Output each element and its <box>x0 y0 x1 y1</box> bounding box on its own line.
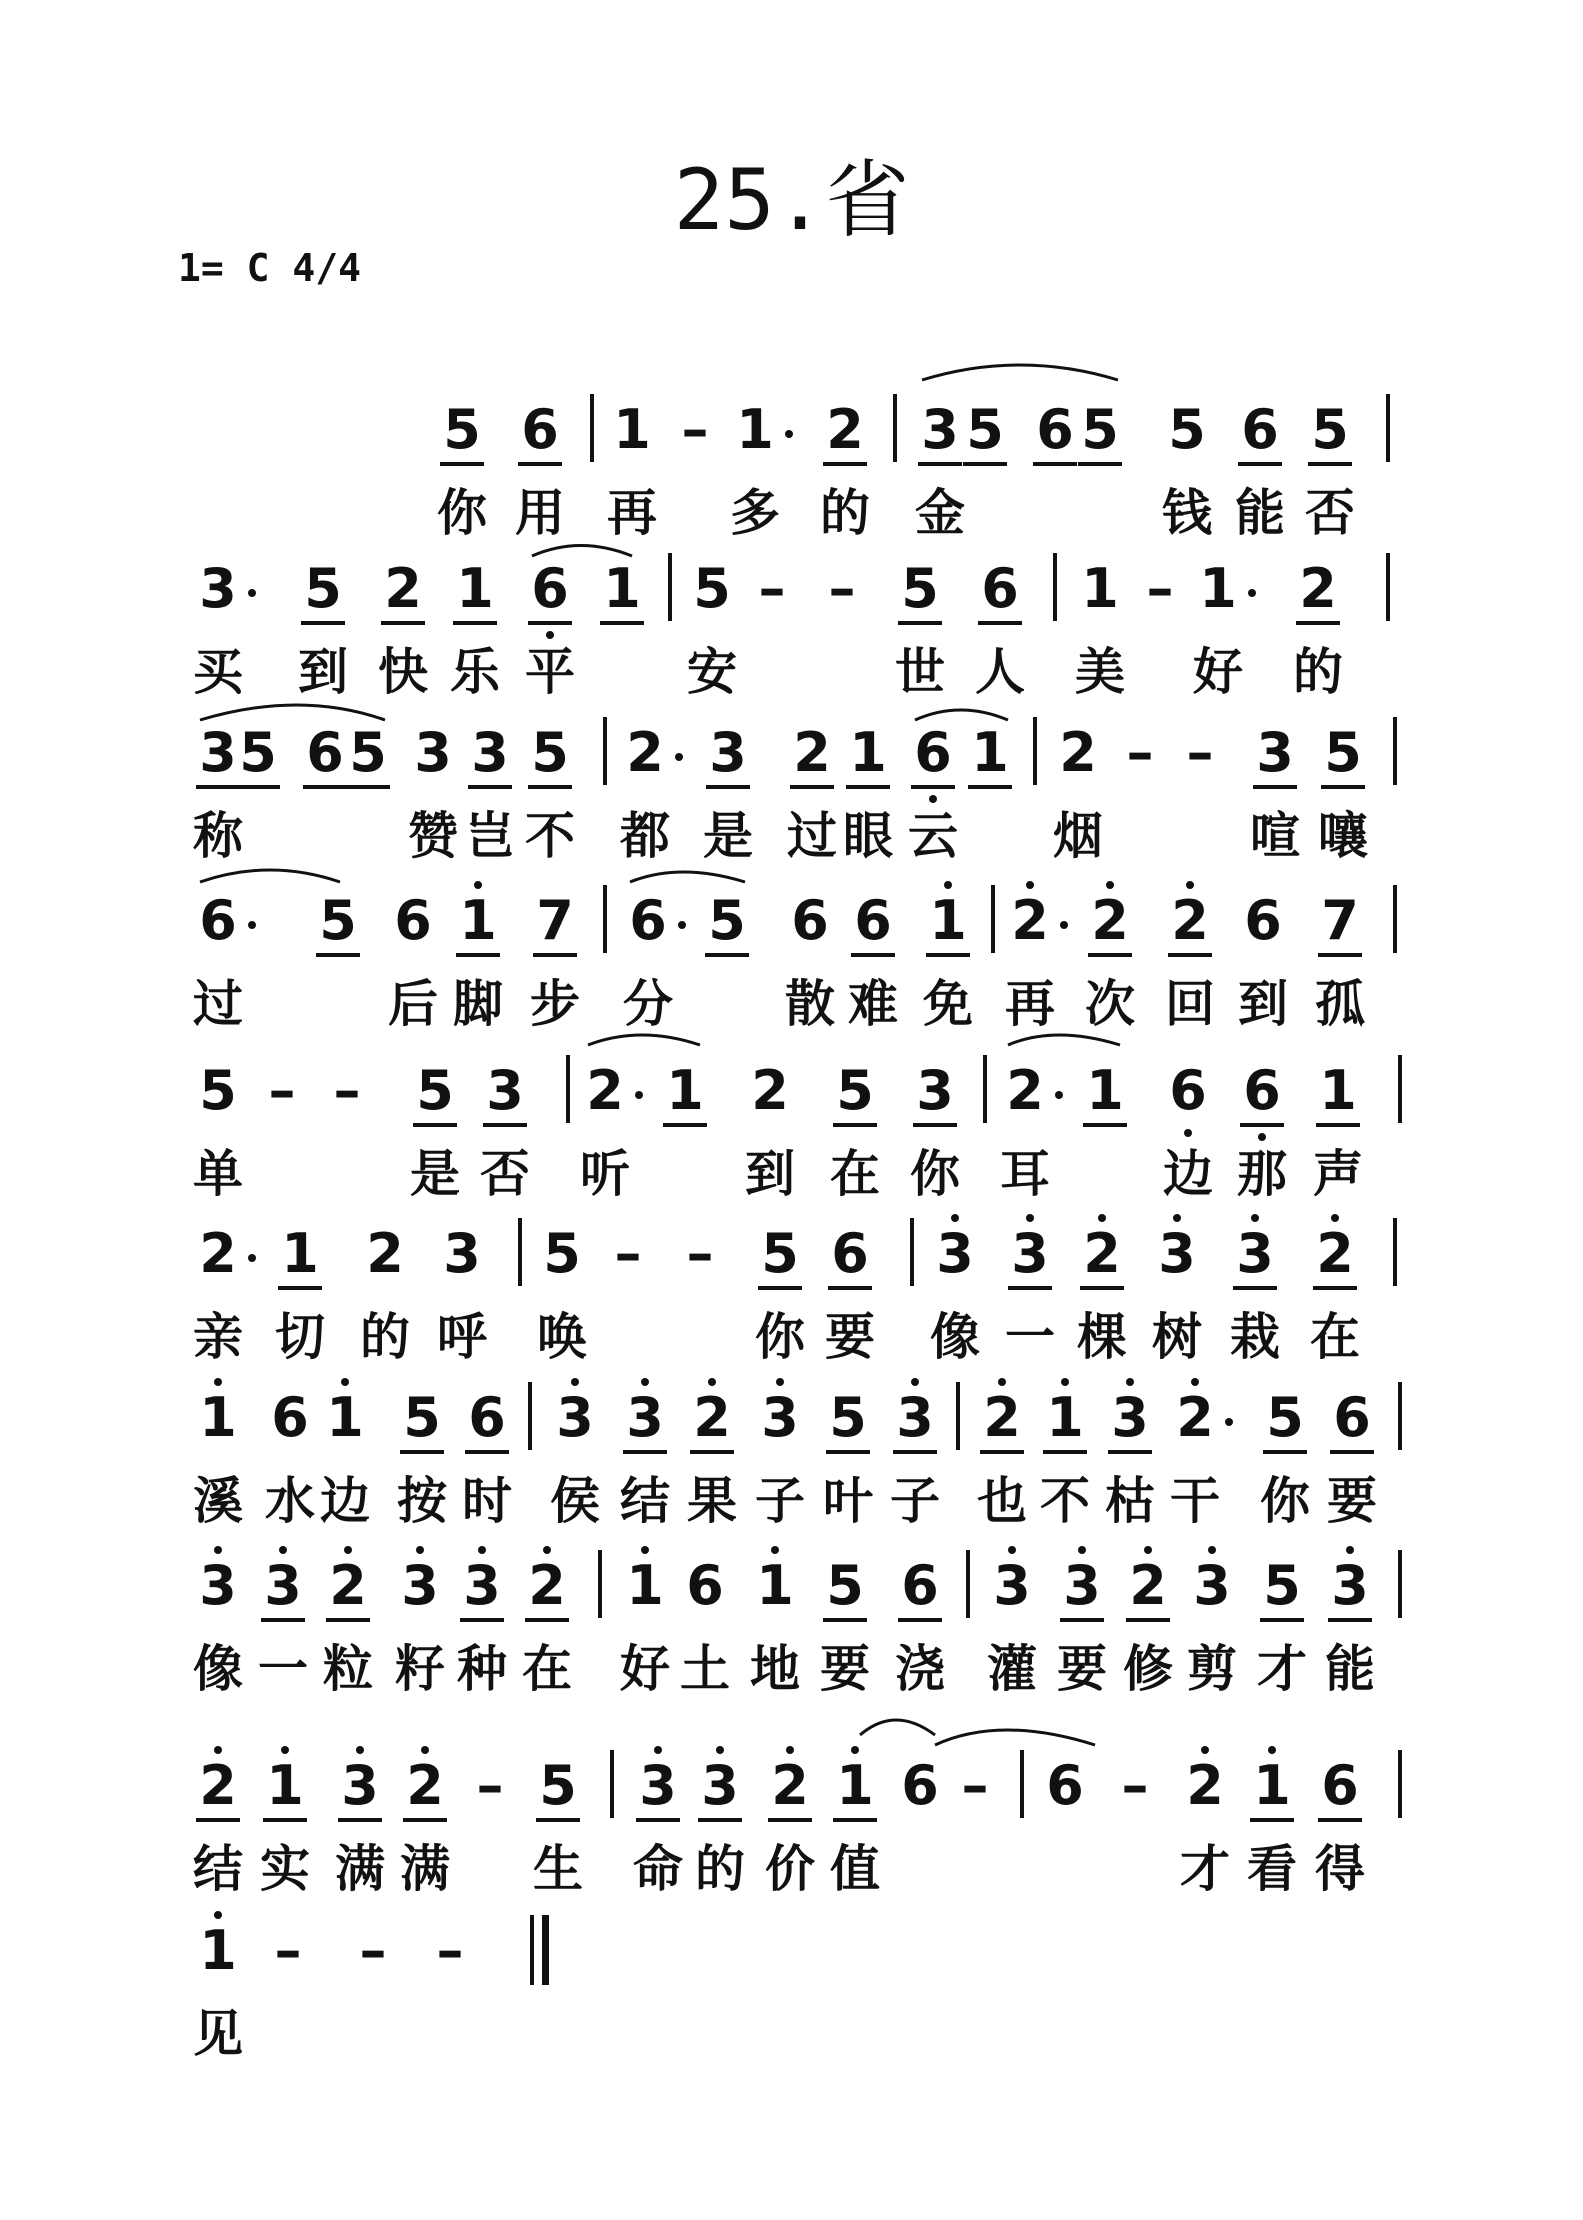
note: 1 <box>1319 1059 1357 1122</box>
lyric-char: 人 <box>975 643 1025 701</box>
note: 3 <box>1011 1222 1049 1285</box>
slur <box>200 870 340 882</box>
note: 1 <box>756 1554 794 1617</box>
note: 2 <box>586 1059 624 1122</box>
note: 1 <box>1046 1386 1084 1449</box>
lyric-char: 再 <box>1005 975 1055 1033</box>
lyric-char: 嚷 <box>1318 807 1368 865</box>
lyric-char: 多 <box>730 484 780 542</box>
lyric-char: 在 <box>1310 1308 1360 1366</box>
lyric-char: 你 <box>1260 1472 1310 1530</box>
note: 2 <box>1129 1554 1167 1617</box>
lyric-char: 才 <box>1257 1640 1307 1698</box>
key-signature: 1= C 4/4 <box>178 246 362 290</box>
dash-extension: – <box>614 1222 642 1285</box>
lyric-char: 你 <box>437 484 487 542</box>
note: 6 <box>1333 1386 1371 1449</box>
lyric-char: 世 <box>895 643 945 701</box>
note: 2 <box>771 1754 809 1817</box>
lyric-char: 到 <box>298 643 348 701</box>
lyric-char: 散 <box>785 975 835 1033</box>
dash-extension: – <box>1186 721 1214 784</box>
note: 3 <box>199 1554 237 1617</box>
note: 6 <box>394 889 432 952</box>
lyric-char: 安 <box>687 643 737 701</box>
note: 5 <box>319 889 357 952</box>
lyric-char: 听 <box>580 1145 630 1203</box>
note: 5 <box>539 1754 577 1817</box>
dash-extension: – <box>828 557 856 620</box>
note: 3 <box>916 1059 954 1122</box>
lyric-char: 干 <box>1170 1472 1220 1530</box>
lyric-char: 金 <box>915 484 965 542</box>
lyric-char: 用 <box>515 484 565 542</box>
lyric-char: 好 <box>1193 643 1243 701</box>
note: 5 <box>1311 398 1349 461</box>
note: 5 <box>761 1222 799 1285</box>
note: 1 <box>849 721 887 784</box>
dash-extension: – <box>686 1222 714 1285</box>
note: 1 <box>603 557 641 620</box>
note: 5 <box>416 1059 454 1122</box>
lyric-char: 声 <box>1313 1145 1363 1203</box>
note: 5 <box>304 557 342 620</box>
note: 6 <box>531 557 569 620</box>
note: 6 <box>629 889 667 952</box>
lyric-char: 地 <box>750 1640 800 1698</box>
lyric-char: 土 <box>680 1640 730 1698</box>
slur <box>200 705 385 720</box>
note: 1 <box>736 398 774 461</box>
note: 1 <box>456 557 494 620</box>
lyric-char: 要 <box>820 1640 870 1698</box>
lyric-char: 满 <box>400 1840 450 1898</box>
note: 6 <box>686 1554 724 1617</box>
slur <box>1008 1035 1120 1045</box>
lyric-char: 耳 <box>1000 1145 1050 1203</box>
note: 5 <box>708 889 746 952</box>
slur <box>935 1730 1095 1745</box>
note: 2 <box>199 1754 237 1817</box>
slur <box>922 365 1118 380</box>
note: 6 <box>521 398 559 461</box>
lyric-char: 溪 <box>193 1472 243 1530</box>
note: 1 <box>666 1059 704 1122</box>
note: 2 <box>1083 1222 1121 1285</box>
note: 3 <box>341 1754 379 1817</box>
note: 3 <box>1063 1554 1101 1617</box>
lyric-char: 岂 <box>465 807 515 865</box>
lyric-char: 烟 <box>1053 807 1103 865</box>
dash-extension: – <box>1121 1754 1149 1817</box>
lyric-char: 不 <box>525 807 575 865</box>
note: 2 <box>793 721 831 784</box>
lyric-char: 种 <box>457 1640 507 1698</box>
lyric-char: 分 <box>623 975 673 1033</box>
lyric-char: 边 <box>1163 1145 1213 1203</box>
lyric-char: 是 <box>410 1145 460 1203</box>
note: 6 <box>791 889 829 952</box>
note: 3 <box>626 1386 664 1449</box>
lyric-char: 那 <box>1237 1145 1287 1203</box>
lyric-char: 你 <box>755 1308 805 1366</box>
lyric-char: 的 <box>360 1308 410 1366</box>
note: 1 <box>613 398 651 461</box>
lyric-char: 棵 <box>1077 1308 1127 1366</box>
note: 3 <box>264 1554 302 1617</box>
note: 6 <box>1321 1754 1359 1817</box>
note: 2 <box>751 1059 789 1122</box>
dash-extension: – <box>961 1754 989 1817</box>
note: 3 <box>1111 1386 1149 1449</box>
note: 5 <box>829 1386 867 1449</box>
note: 2 <box>1186 1754 1224 1817</box>
lyric-char: 子 <box>890 1472 940 1530</box>
lyric-char: 买 <box>193 643 243 701</box>
lyric-char: 剪 <box>1187 1640 1237 1698</box>
lyric-char: 到 <box>745 1145 795 1203</box>
lyric-char: 否 <box>480 1145 530 1203</box>
note: 3 <box>709 721 747 784</box>
note: 6 <box>1244 889 1282 952</box>
note: 3 <box>936 1222 974 1285</box>
lyric-char: 要 <box>825 1308 875 1366</box>
slur <box>860 1720 935 1735</box>
lyric-char: 粒 <box>323 1640 373 1698</box>
note: 5 <box>443 398 481 461</box>
note: 1 <box>281 1222 319 1285</box>
note: 6 <box>981 557 1019 620</box>
lyric-char: 称 <box>193 807 243 865</box>
note: 6 <box>1169 1059 1207 1122</box>
lyric-char: 侯 <box>550 1472 600 1530</box>
lyric-char: 呼 <box>437 1308 487 1366</box>
note: 2 <box>693 1386 731 1449</box>
note: 3 <box>701 1754 739 1817</box>
lyric-char: 快 <box>378 643 428 701</box>
note: 5 <box>1266 1386 1304 1449</box>
lyric-char: 的 <box>1293 643 1343 701</box>
note: 7 <box>536 889 574 952</box>
note: 2 <box>1059 721 1097 784</box>
lyric-char: 要 <box>1327 1472 1377 1530</box>
note: 3 <box>1256 721 1294 784</box>
note: 5 <box>403 1386 441 1449</box>
lyric-char: 是 <box>703 807 753 865</box>
note: 2 <box>1299 557 1337 620</box>
note: 3 <box>401 1554 439 1617</box>
lyric-char: 难 <box>848 975 898 1033</box>
note: 6 <box>914 721 952 784</box>
note: 1 <box>459 889 497 952</box>
slur <box>915 710 1008 720</box>
note: 6 <box>831 1222 869 1285</box>
note: 3 <box>443 1222 481 1285</box>
lyric-char: 平 <box>525 643 575 701</box>
lyric-char: 像 <box>193 1640 243 1698</box>
note: 3 <box>463 1554 501 1617</box>
note: 5 <box>901 557 939 620</box>
note: 3 <box>556 1386 594 1449</box>
note: 5 <box>199 1059 237 1122</box>
note: 5 <box>693 557 731 620</box>
lyric-char: 枯 <box>1105 1472 1155 1530</box>
note: 2 <box>626 721 664 784</box>
note: 1 <box>1081 557 1119 620</box>
lyric-char: 一 <box>1005 1308 1055 1366</box>
lyric-char: 籽 <box>395 1640 445 1698</box>
lyric-char: 能 <box>1325 1640 1375 1698</box>
lyric-char: 子 <box>755 1472 805 1530</box>
lyric-char: 见 <box>193 2005 243 2063</box>
note: 5 <box>543 1222 581 1285</box>
lyric-char: 灌 <box>987 1640 1037 1698</box>
lyric-char: 要 <box>1057 1640 1107 1698</box>
dash-extension: – <box>268 1059 296 1122</box>
lyric-char: 叶 <box>823 1472 873 1530</box>
note: 1 <box>1253 1754 1291 1817</box>
note: 6 <box>468 1386 506 1449</box>
lyric-char: 的 <box>820 484 870 542</box>
note: 6 <box>901 1754 939 1817</box>
lyric-char: 满 <box>335 1840 385 1898</box>
note: 1 <box>1199 557 1237 620</box>
note: 3 <box>486 1059 524 1122</box>
note: 2 <box>528 1554 566 1617</box>
lyric-char: 的 <box>695 1840 745 1898</box>
note: 5 <box>1081 398 1119 461</box>
note: 2 <box>1006 1059 1044 1122</box>
lyric-char: 栽 <box>1230 1308 1280 1366</box>
lyric-char: 水 <box>265 1472 315 1530</box>
lyric-char: 亲 <box>193 1308 243 1366</box>
note: 2 <box>826 398 864 461</box>
lyric-char: 再 <box>607 484 657 542</box>
note: 3 <box>1236 1222 1274 1285</box>
lyric-char: 一 <box>258 1640 308 1698</box>
note: 2 <box>199 1222 237 1285</box>
lyric-char: 按 <box>397 1472 447 1530</box>
lyric-char: 不 <box>1040 1472 1090 1530</box>
dash-extension: – <box>1126 721 1154 784</box>
lyric-char: 切 <box>275 1308 325 1366</box>
lyric-char: 唤 <box>537 1308 587 1366</box>
lyric-char: 后 <box>388 975 438 1033</box>
note: 3 <box>1158 1222 1196 1285</box>
lyric-char: 好 <box>620 1640 670 1698</box>
dash-extension: – <box>436 1919 464 1982</box>
slur <box>630 872 745 882</box>
note: 5 <box>349 721 387 784</box>
note: 5 <box>836 1059 874 1122</box>
note: 3 <box>921 398 959 461</box>
note: 2 <box>1011 889 1049 952</box>
lyric-char: 脚 <box>453 975 503 1033</box>
lyric-char: 实 <box>260 1840 310 1898</box>
lyric-char: 在 <box>830 1145 880 1203</box>
note: 2 <box>1091 889 1129 952</box>
lyric-char: 过 <box>193 975 243 1033</box>
note: 3 <box>1193 1554 1231 1617</box>
note: 6 <box>1241 398 1279 461</box>
note: 5 <box>1168 398 1206 461</box>
lyric-char: 美 <box>1075 643 1125 701</box>
lyric-char: 步 <box>530 975 580 1033</box>
note: 3 <box>761 1386 799 1449</box>
note: 1 <box>929 889 967 952</box>
note: 2 <box>983 1386 1021 1449</box>
dash-extension: – <box>681 398 709 461</box>
note: 5 <box>966 398 1004 461</box>
note: 2 <box>329 1554 367 1617</box>
note: 2 <box>1316 1222 1354 1285</box>
lyric-char: 都 <box>620 807 670 865</box>
note: 6 <box>901 1554 939 1617</box>
note: 1 <box>971 721 1009 784</box>
lyric-char: 眼 <box>843 807 893 865</box>
note: 3 <box>199 557 237 620</box>
slur <box>588 1035 700 1045</box>
lyric-char: 云 <box>908 807 958 865</box>
note: 3 <box>993 1554 1031 1617</box>
dash-extension: – <box>274 1919 302 1982</box>
lyric-char: 你 <box>910 1145 960 1203</box>
lyric-char: 单 <box>193 1145 243 1203</box>
lyric-char: 赞 <box>408 807 458 865</box>
note: 2 <box>384 557 422 620</box>
lyric-char: 结 <box>620 1472 670 1530</box>
lyric-char: 钱 <box>1162 484 1212 542</box>
lyric-char: 命 <box>633 1840 683 1898</box>
note: 2 <box>1171 889 1209 952</box>
dash-extension: – <box>359 1919 387 1982</box>
note: 3 <box>471 721 509 784</box>
dash-extension: – <box>758 557 786 620</box>
note: 6 <box>1243 1059 1281 1122</box>
note: 7 <box>1321 889 1359 952</box>
lyric-char: 免 <box>923 975 973 1033</box>
note: 6 <box>306 721 344 784</box>
note: 2 <box>406 1754 444 1817</box>
lyric-char: 值 <box>830 1840 880 1898</box>
note: 6 <box>271 1386 309 1449</box>
note: 1 <box>199 1919 237 1982</box>
lyric-char: 孤 <box>1315 975 1365 1033</box>
lyric-char: 才 <box>1180 1840 1230 1898</box>
note: 5 <box>1263 1554 1301 1617</box>
lyric-char: 看 <box>1247 1840 1297 1898</box>
note: 6 <box>199 889 237 952</box>
lyric-char: 回 <box>1165 975 1215 1033</box>
note: 3 <box>414 721 452 784</box>
lyric-char: 到 <box>1238 975 1288 1033</box>
slur <box>532 546 632 557</box>
lyric-char: 时 <box>462 1472 512 1530</box>
lyric-char: 果 <box>687 1472 737 1530</box>
note: 1 <box>836 1754 874 1817</box>
lyric-char: 像 <box>930 1308 980 1366</box>
lyric-char: 能 <box>1235 484 1285 542</box>
lyric-char: 生 <box>533 1840 583 1898</box>
lyric-char: 次 <box>1085 975 1135 1033</box>
note: 5 <box>826 1554 864 1617</box>
note: 1 <box>326 1386 364 1449</box>
lyric-char: 在 <box>522 1640 572 1698</box>
lyric-char: 否 <box>1305 484 1355 542</box>
lyric-char: 也 <box>977 1472 1027 1530</box>
dash-extension: – <box>1146 557 1174 620</box>
lyric-char: 得 <box>1315 1840 1365 1898</box>
lyric-char: 修 <box>1123 1640 1173 1698</box>
note: 3 <box>639 1754 677 1817</box>
lyric-char: 乐 <box>450 643 500 701</box>
lyric-char: 边 <box>320 1472 370 1530</box>
note: 3 <box>1331 1554 1369 1617</box>
note: 3 <box>896 1386 934 1449</box>
dash-extension: – <box>476 1754 504 1817</box>
lyric-char: 树 <box>1152 1308 1202 1366</box>
note: 2 <box>1176 1386 1214 1449</box>
note: 5 <box>239 721 277 784</box>
lyric-char: 浇 <box>895 1640 945 1698</box>
note: 2 <box>366 1222 404 1285</box>
song-title: 25.省 <box>673 151 910 249</box>
lyric-char: 喧 <box>1250 807 1300 865</box>
note: 1 <box>266 1754 304 1817</box>
note: 6 <box>1046 1754 1084 1817</box>
note: 6 <box>1036 398 1074 461</box>
dash-extension: – <box>333 1059 361 1122</box>
note: 5 <box>531 721 569 784</box>
note: 3 <box>199 721 237 784</box>
note: 1 <box>626 1554 664 1617</box>
note: 1 <box>1086 1059 1124 1122</box>
lyric-char: 结 <box>193 1840 243 1898</box>
note: 1 <box>199 1386 237 1449</box>
lyric-char: 过 <box>787 807 837 865</box>
note: 5 <box>1324 721 1362 784</box>
lyric-char: 价 <box>765 1840 815 1898</box>
note: 6 <box>854 889 892 952</box>
